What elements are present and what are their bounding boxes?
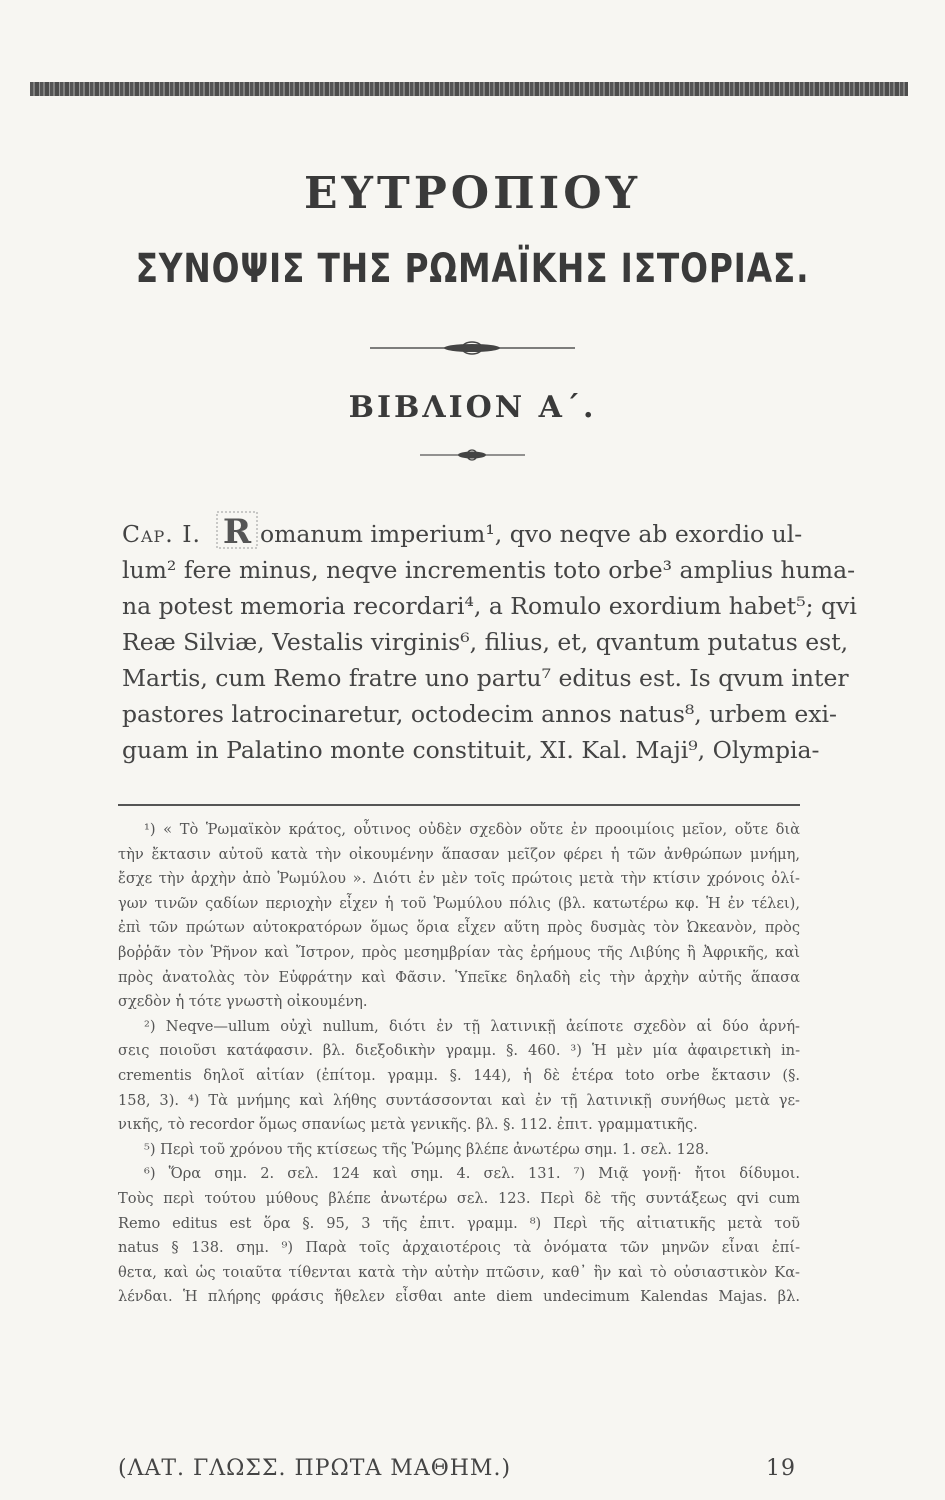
footnote-line: ἔσχε τὴν ἀρχὴν ἀπὸ Ῥωμύλου ». Διότι ἐν μὲν τοῖς πρώτοις μετὰ τὴν κτίσιν χρόνοις ὀλί- [118, 870, 800, 888]
text-line-7: guam in Palatino monte constituit, XI. Kal. Maji⁹, Olympia- [122, 736, 820, 764]
text-line-3: na potest memoria recordari⁴, a Romulo exordium habet⁵; qvi [122, 592, 857, 620]
text-line-6: pastores latrocinaretur, octodecim annos natus⁸, urbem exi- [122, 700, 837, 728]
line-text: omanum imperium¹, qvo neqve ab exordio ul- [259, 520, 803, 548]
footnote-line: πρὸς ἀνατολὰς τὸν Εὐφράτην καὶ Φᾶσιν. Ὑπεῖκε δηλαδὴ εἰς τὴν ἀρχὴν αὐτῆς ἅπασα [118, 968, 800, 986]
footnote-line: νικῆς, τὸ recordor ὅμως σπανίως μετὰ γενικῆς. βλ. §. 112. ἐπιτ. γραμματικῆς. [118, 1116, 698, 1134]
footnote-line: 158, 3). ⁴) Τὰ μνήμης καὶ λήθης συντάσσονται καὶ ἐν τῇ λατινικῇ συνήθως μετὰ γε- [118, 1091, 800, 1109]
footnote-separator [118, 804, 800, 806]
footnote-line: βοῤῥᾶν τὸν Ῥῆνον καὶ Ἴστρον, πρὸς μεσημβρίαν τὰς ἐρήμους τῆς Λιβύης ἢ Ἀφρικῆς, καὶ [118, 943, 800, 961]
footnote-line: Τοὺς περὶ τούτου μύθους βλέπε ἀνωτέρω σελ. 123. Περὶ δὲ τῆς συντάξεως qvi cum [118, 1189, 800, 1207]
text-line-4: Reæ Silviæ, Vestalis virginis⁶, filius, et, qvantum putatus est, [122, 628, 849, 656]
footnote-line: ἐπὶ τῶν πρώτων αὐτοκρατόρων ὅμως ὅρια εἶχεν αὕτη πρὸς δυσμὰς τὸν Ὠκεανὸν, πρὸς [118, 919, 800, 937]
page-title: ΕΥΤΡΟΠΙΟΥ [304, 168, 641, 219]
signature-mark: (ΛΑΤ. ΓΛΩΣΣ. ΠΡΩΤΑ ΜΑΘΗΜ.) [118, 1456, 512, 1481]
footnote-line: ⁶) Ὅρα σημ. 2. σελ. 124 καὶ σημ. 4. σελ. 131. ⁷) Μιᾷ γονῇ· ἤτοι δίδυμοι. [144, 1165, 800, 1183]
text-line-1 [122, 510, 803, 552]
ornament-rule-top [0, 340, 945, 356]
footnote-line: θετα, καὶ ὡς τοιαῦτα τίθενται κατὰ τὴν αὐτὴν πτῶσιν, καθ᾿ ἣν καὶ τὸ οὐσιαστικὸν Κα- [118, 1263, 800, 1281]
footnote-line: σχεδὸν ἡ τότε γνωστὴ οἰκουμένη. [118, 993, 368, 1011]
footnote-line: γων τινῶν ςαδίων περιοχὴν εἶχεν ἡ τοῦ Ῥωμύλου πόλις (βλ. κατωτέρω κφ. Ἡ ἐν τέλει), [118, 894, 800, 912]
footnote-line: ¹) « Τὸ Ῥωμαϊκὸν κράτος, οὗτινος οὐδὲν σχεδὸν οὔτε ἐν προοιμίοις μεῖον, οὔτε διὰ [144, 821, 800, 838]
footnote-line: σεις ποιοῦσι κατάφασιν. βλ. διεξοδικὴν γραμμ. §. 460. ³) Ἡ μὲν μία ἀφαιρετικὴ in- [118, 1042, 800, 1060]
ornamental-initial-icon [216, 510, 258, 550]
footnote-line: ⁵) Περὶ τοῦ χρόνου τῆς κτίσεως τῆς Ῥώμης βλέπε ἀνωτέρω σημ. 1. σελ. 128. [144, 1140, 710, 1158]
footnote-line: ²) Neqve—ullum οὐχὶ nullum, διότι ἐν τῇ λατινικῇ ἀείποτε σχεδὸν αἱ δύο ἀρνή- [144, 1017, 800, 1035]
footnote-line: Remo editus est ὅρα §. 95, 3 τῆς ἐπιτ. γραμμ. ⁸) Περὶ τῆς αἰτιατικῆς μετὰ τοῦ [118, 1214, 800, 1232]
main-text [122, 510, 857, 768]
footnote-line: crementis δηλοῖ αἰτίαν (ἐπίτομ. γραμμ. §. 144), ἡ δὲ ἑτέρα toto orbe ἔκτασιν (§. [118, 1066, 800, 1084]
footnote-line: λένδαι. Ἡ πλήρης φράσις ἤθελεν εἶσθαι ante diem undecimum Kalendas Majas. βλ. [118, 1288, 800, 1306]
page-number: 19 [766, 1456, 796, 1481]
chapter-label: Cap. I. [122, 520, 201, 548]
top-decorative-band [30, 82, 908, 96]
page-subtitle: ΣΥΝΟΨΙΣ ΤΗΣ ΡΩΜΑΪΚΗΣ ΙΣΤΟΡΙΑΣ. [135, 246, 810, 292]
book-heading: ΒΙΒΛΙΟΝ Α΄. [348, 390, 597, 425]
ornament-rule-small [0, 448, 945, 462]
footnotes [118, 818, 800, 1310]
text-line-5: Martis, cum Remo fratre uno partu⁷ editus est. Is qvum inter [122, 664, 849, 692]
dropcap-letter: R [222, 512, 252, 550]
footnote-line: τὴν ἔκτασιν αὐτοῦ κατὰ τὴν οἰκουμένην ἅπασαν μεῖζον φέρει ἡ τῶν ἀνθρώπων μνήμη, [118, 845, 800, 863]
footnote-line: natus § 138. σημ. ⁹) Παρὰ τοῖς ἀρχαιοτέροις τὰ ὀνόματα τῶν μηνῶν εἶναι ἐπί- [118, 1239, 800, 1257]
text-line-2: lum² fere minus, neqve incrementis toto orbe³ amplius huma- [122, 556, 856, 584]
